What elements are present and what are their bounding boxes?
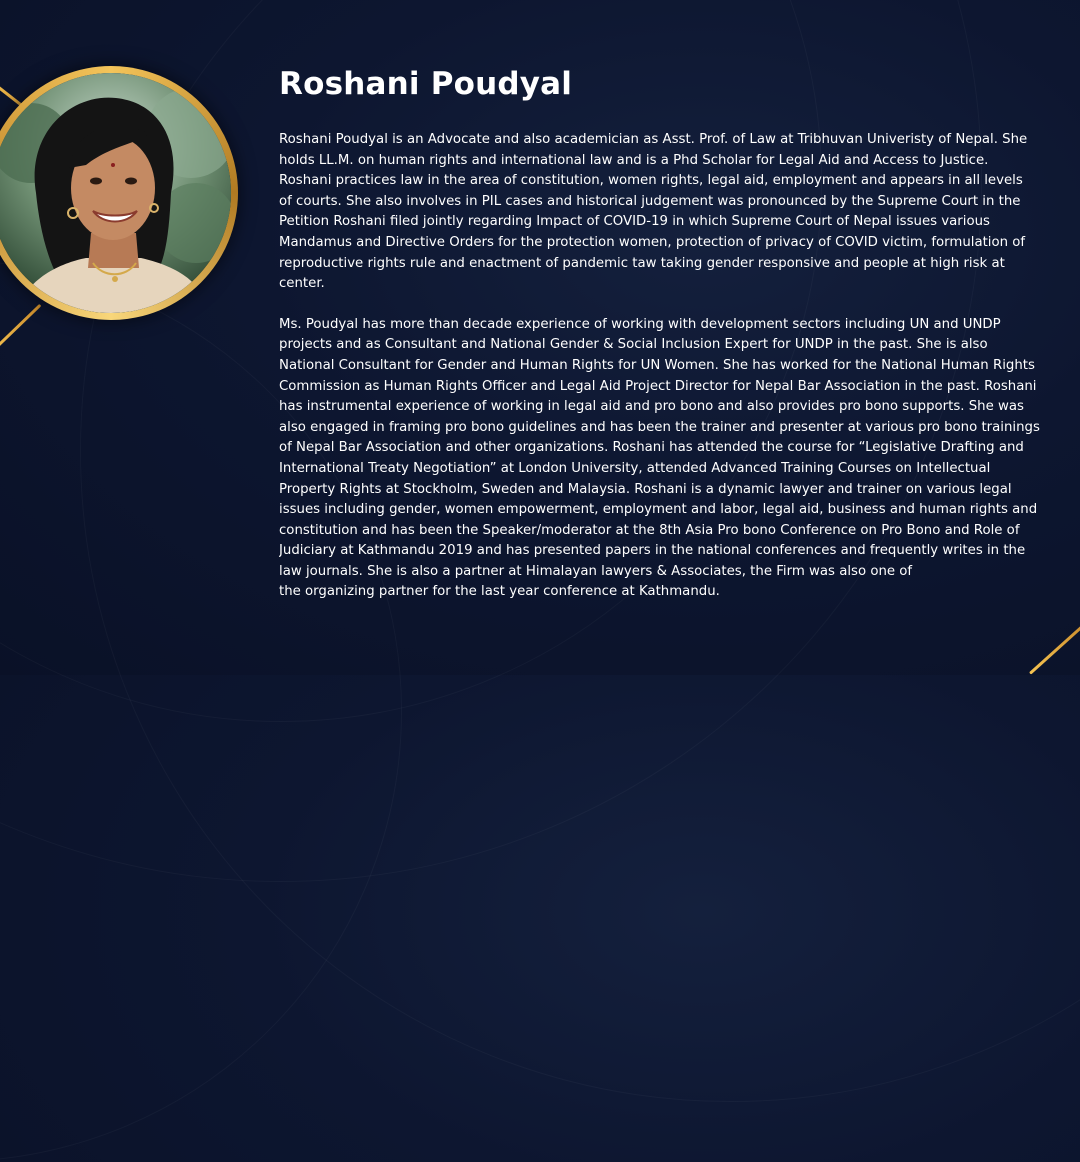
bio-line: International Treaty Negotiation” at London University, attended Advanced Training Courses on Intellectual (279, 460, 991, 476)
bio-paragraph-2 (279, 315, 1080, 603)
bio-line: constitution and has been the Speaker/moderator at the 8th Asia Pro bono Conference on Pro Bono and Role of (279, 522, 1020, 538)
person-portrait-icon (0, 73, 231, 313)
bio-line: reproductive rights rule and enactment of pandemic taw taking gender responsive and people at high risk at (279, 255, 1005, 271)
bio-line: Commission as Human Rights Officer and Legal Aid Project Director for Nepal Bar Association in the past. Roshani (279, 378, 1037, 394)
bio-line: holds LL.M. on human rights and international law and is a Phd Scholar for Legal Aid and Access to Justice. (279, 152, 989, 168)
bio-line: Property Rights at Stockholm, Sweden and Malaysia. Roshani is a dynamic lawyer and trainer on various legal (279, 481, 1012, 497)
portrait-photo (0, 73, 231, 313)
bio-line: of courts. She also involves in PIL cases and historical judgement was pronounced by the Supreme Court in the (279, 193, 1021, 209)
bio-line: Petition Roshani filed jointly regarding Impact of COVID-19 in which Supreme Court of Nepal issues various (279, 214, 990, 230)
bio-line: Ms. Poudyal has more than decade experience of working with development sectors including UN and UNDP (279, 316, 1001, 332)
bio-line: center. (279, 276, 325, 292)
bio-line: Mandamus and Directive Orders for the protection women, protection of privacy of COVID victim, formulation of (279, 234, 1026, 250)
bio-line: has instrumental experience of working in legal aid and pro bono and also provides pro bono supports. She was (279, 399, 1024, 415)
bio-line: the organizing partner for the last year conference at Kathmandu. (279, 584, 720, 600)
bio-section (279, 130, 1080, 623)
profile-name: Roshani Poudyal (279, 66, 573, 102)
bio-line: law journals. She is also a partner at Himalayan lawyers & Associates, the Firm was also one of (279, 563, 913, 579)
bio-paragraph-1 (279, 130, 1080, 295)
bio-line: projects and as Consultant and National Gender & Social Inclusion Expert for UNDP in the past. She is also (279, 337, 988, 353)
bio-line: Roshani Poudyal is an Advocate and also academician as Asst. Prof. of Law at Tribhuvan Univeristy of Nepal. She (279, 132, 1028, 147)
bio-line: issues including gender, women empowerment, employment and labor, legal aid, business and human rights and (279, 502, 1038, 518)
bio-line: also engaged in framing pro bono guidelines and has been the trainer and presenter at various pro bono trainings (279, 419, 1040, 435)
bio-line: Roshani practices law in the area of constitution, women rights, legal aid, employment and appears in all levels (279, 173, 1023, 189)
bio-line: Judiciary at Kathmandu 2019 and has presented papers in the national conferences and frequently writes in the (279, 543, 1026, 559)
bio-line: National Consultant for Gender and Human Rights for UN Women. She has worked for the National Human Rights (279, 357, 1035, 373)
bio-line: of Nepal Bar Association and other organizations. Roshani has attended the course for “Legislative Drafting and (279, 440, 1024, 456)
